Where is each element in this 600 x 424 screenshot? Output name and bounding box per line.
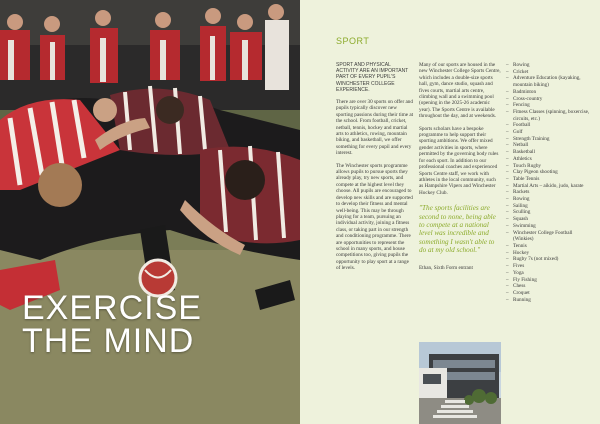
sports-list-item: – Cross-country bbox=[506, 96, 592, 103]
sports-list-item: – Martial Arts – aikido, judo, karate bbox=[506, 183, 592, 190]
lead-paragraph: SPORT AND PHYSICAL ACTIVITY ARE AN IMPORTANT PART OF EVERY PUPIL'S WINCHESTER COLLEGE EXPERIENCE. bbox=[336, 62, 409, 93]
sports-list-item: – Clay Pigeon shooting bbox=[506, 169, 592, 176]
sports-list-item: – Cricket bbox=[506, 69, 592, 76]
sports-list-item: – Hockey bbox=[506, 250, 592, 257]
sports-list-item: – Running bbox=[506, 297, 592, 304]
sports-list-item: – Football bbox=[506, 122, 592, 129]
sports-list-item: – Tennis bbox=[506, 243, 592, 250]
sports-list-item: – Strength Training bbox=[506, 136, 592, 143]
sports-centre-photo bbox=[419, 342, 501, 424]
sports-list-item: – Rackets bbox=[506, 189, 592, 196]
sports-list-item: – Rowing bbox=[506, 62, 592, 69]
text-panel bbox=[300, 0, 600, 424]
page-headline bbox=[22, 289, 202, 360]
sports-list-item: – Fives bbox=[506, 263, 592, 270]
headline-line-2: THE MIND bbox=[22, 322, 195, 360]
body-paragraph: Many of our sports are housed in the new Winchester College Sports Centre, which includes a double-size sports hall, gym, dance studio, squash and fives courts, martial arts centre, climbing wall and a swimming pool (opening in the 2025-26 academic year). The Sports Centre is available throughout the day, and at weekends. bbox=[419, 62, 501, 120]
sports-list-item: – Netball bbox=[506, 142, 592, 149]
column-1 bbox=[336, 62, 414, 278]
pull-quote: "The sports facilities are second to none, being able to compete at a national level was incredible and something I wasn't able to do at my old school." bbox=[419, 204, 496, 255]
sports-list-item: – Sculling bbox=[506, 209, 592, 216]
sports-list-item: – Croquet bbox=[506, 290, 592, 297]
sports-list-item: – Fencing bbox=[506, 102, 592, 109]
sports-list-item: – Chess bbox=[506, 283, 592, 290]
sports-list-item: – Athletics bbox=[506, 156, 592, 163]
sports-list-item: – Basketball bbox=[506, 149, 592, 156]
sports-list bbox=[506, 62, 592, 303]
sports-list-item: – Rowing bbox=[506, 196, 592, 203]
sports-list-item: – Squash bbox=[506, 216, 592, 223]
quote-attribution: Ethan, Sixth Form entrant bbox=[419, 264, 473, 271]
body-paragraph: Sports scholars have a bespoke programme to help support their sporting ambitions. We offer mixed gender activities in sports, where permitted by the governing body rules for each sport. In addition to our professional coaches and experienced Sports Centre staff, we work with athletes in the local community, such as Hampshire Vipers and Winchester Hockey Club. bbox=[419, 125, 499, 196]
column-2 bbox=[419, 62, 501, 271]
sports-list-item: – Adventure Education (kayaking, mountain biking) bbox=[506, 75, 592, 88]
sports-list-item: – Table Tennis bbox=[506, 176, 592, 183]
sports-list-item: – Badminton bbox=[506, 89, 592, 96]
body-paragraph: There are over 30 sports on offer and pupils typically discover new sporting passions during their time at the school. From football, cricket, netball, tennis, hockey and martial arts to athletics, rowing, mountain biking, and basketball, we offer something for every pupil and every interest. bbox=[336, 99, 414, 157]
headline-line-1: EXERCISE bbox=[22, 289, 202, 327]
section-title: SPORT bbox=[336, 36, 370, 46]
body-paragraph: The Winchester sports programme allows pupils to pursue sports they already play, try new sports, and compete at the highest level they choose. All pupils are encouraged to develop new skills and are supported to develop their fitness and mental well-being. This may be through playing for a team, pursuing an individual activity, joining a fitness class, or taking part in our strength and conditioning programme. There are opportunities to represent the school in many sports, and house competitions too, giving pupils the opportunity to play sport at a range of levels. bbox=[336, 162, 413, 272]
sports-list-column bbox=[506, 62, 592, 303]
sports-list-item: – Golf bbox=[506, 129, 592, 136]
sports-list-item: – Sailing bbox=[506, 203, 592, 210]
sports-list-item: – Touch Rugby bbox=[506, 163, 592, 170]
sports-list-item: – Swimming bbox=[506, 223, 592, 230]
sports-list-item: – Rugby 7s (not mixed) bbox=[506, 256, 592, 263]
sports-list-item: – Fly Fishing bbox=[506, 277, 592, 284]
sports-list-item: – Fitness Classes (spinning, boxercise, circuits, etc.) bbox=[506, 109, 592, 122]
sports-list-item: – Winchester College Football (Winkies) bbox=[506, 230, 592, 243]
sports-list-item: – Yoga bbox=[506, 270, 592, 277]
